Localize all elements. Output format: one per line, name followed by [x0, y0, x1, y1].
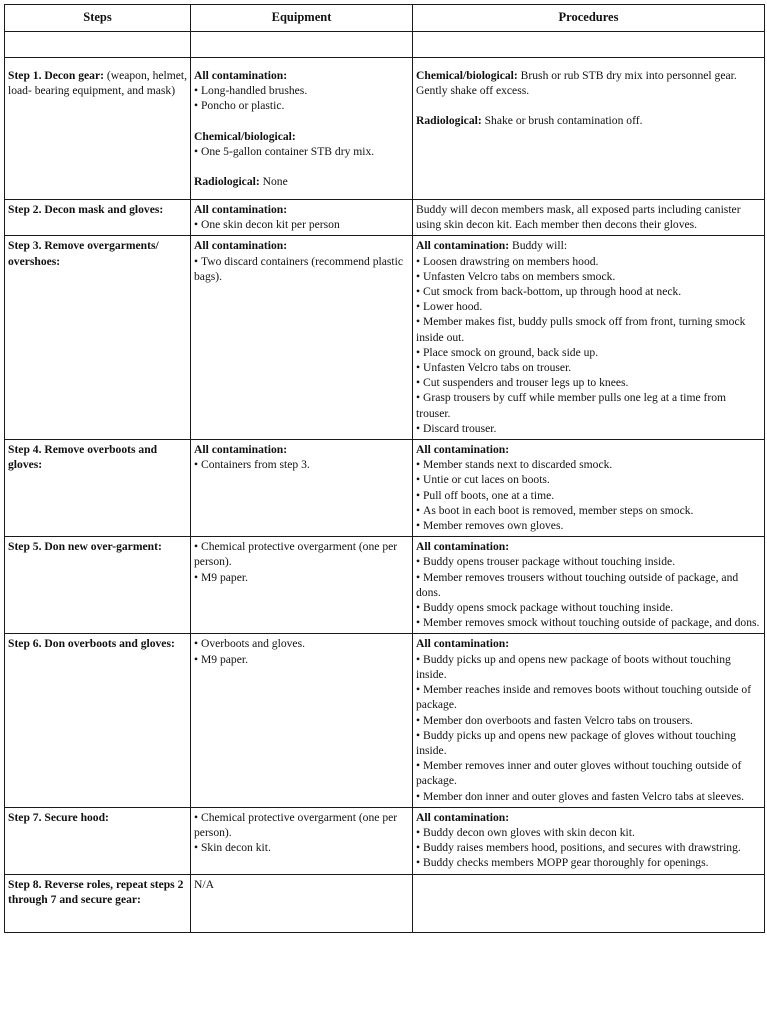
procedure-item: • Buddy opens trouser package without touching inside.	[416, 554, 761, 569]
procedure-item: • Discard trouser.	[416, 421, 761, 436]
equipment-label: Radiological:	[194, 175, 260, 189]
procedure-item: • Member removes trousers without touching outside of package, and dons.	[416, 570, 761, 600]
table-row	[5, 807, 765, 874]
equipment-item: • M9 paper.	[194, 570, 409, 585]
procedure-item: • Unfasten Velcro tabs on trouser.	[416, 360, 761, 375]
procedures-label-rest: Buddy will:	[509, 239, 568, 253]
step-title: Step 5. Don new over-garment:	[8, 540, 162, 554]
header-row	[5, 5, 765, 32]
procedures-cell	[413, 440, 765, 537]
equipment-item: • Skin decon kit.	[194, 840, 409, 855]
procedures-text: Brush or rub STB dry mix into personnel gear. Gently shake off excess.	[416, 69, 737, 98]
step-cell	[5, 200, 191, 236]
spacer-row	[5, 32, 765, 58]
step-title: Step 7. Secure hood:	[8, 810, 109, 824]
table-row	[5, 440, 765, 537]
step-title: Step 6. Don overboots and gloves:	[8, 637, 175, 651]
procedure-item: • Grasp trousers by cuff while member pulls one leg at a time from trouser.	[416, 390, 761, 420]
procedures-cell	[413, 236, 765, 440]
procedures-label: All contamination:	[416, 810, 510, 824]
equipment-label: All contamination:	[194, 203, 288, 216]
procedure-item: • Buddy decon own gloves with skin decon kit.	[416, 825, 761, 840]
equipment-label: Chemical/biological:	[194, 129, 296, 143]
header-steps: Steps	[5, 5, 191, 32]
step-title: Step 2. Decon mask and gloves:	[8, 203, 164, 216]
procedure-item: • Cut smock from back-bottom, up through hood at neck.	[416, 284, 761, 299]
procedures-cell	[413, 58, 765, 200]
procedures-cell	[413, 634, 765, 807]
procedure-item: • Member reaches inside and removes boots without touching outside of package.	[416, 682, 761, 712]
procedure-item: • Cut suspenders and trouser legs up to knees.	[416, 375, 761, 390]
procedure-item: • Lower hood.	[416, 299, 761, 314]
table-row	[5, 537, 765, 634]
procedure-item: • Member stands next to discarded smock.	[416, 457, 761, 472]
procedures-label: Radiological:	[416, 114, 482, 128]
procedures-label: All contamination:	[416, 637, 510, 651]
equipment-item: • Poncho or plastic.	[194, 98, 409, 113]
equipment-label: All contamination:	[194, 69, 288, 82]
table-row	[5, 236, 765, 440]
equipment-cell	[191, 440, 413, 537]
equipment-item: • One 5-gallon container STB dry mix.	[194, 144, 409, 159]
equipment-cell	[191, 236, 413, 440]
step-title: Step 1. Decon gear:	[8, 69, 104, 82]
procedure-item: • Member removes smock without touching outside of package, and dons.	[416, 615, 761, 630]
procedure-item: • Loosen drawstring on members hood.	[416, 254, 761, 269]
equipment-item: • Chemical protective overgarment (one per person).	[194, 539, 409, 569]
step-cell	[5, 58, 191, 200]
equipment-cell	[191, 634, 413, 807]
equipment-label: All contamination:	[194, 443, 288, 457]
procedures-label: Chemical/biological:	[416, 69, 518, 82]
procedure-item: • Buddy raises members hood, positions, and secures with drawstring.	[416, 840, 761, 855]
procedure-item: • Buddy picks up and opens new package of boots without touching inside.	[416, 652, 761, 682]
step-title: Step 4. Remove overboots and gloves:	[8, 443, 158, 472]
equipment-item: • Containers from step 3.	[194, 457, 409, 472]
procedure-item: • Member don inner and outer gloves and fasten Velcro tabs at sleeves.	[416, 789, 761, 804]
procedure-item: • Member removes own gloves.	[416, 518, 761, 533]
step-cell	[5, 807, 191, 874]
equipment-cell	[191, 874, 413, 932]
equipment-cell	[191, 200, 413, 236]
procedures-cell	[413, 807, 765, 874]
procedure-item: • Untie or cut laces on boots.	[416, 472, 761, 487]
procedure-item: • Buddy picks up and opens new package of gloves without touching inside.	[416, 728, 761, 758]
table-row	[5, 58, 765, 200]
procedures-cell	[413, 537, 765, 634]
step-title: Step 3. Remove overgarments/ overshoes:	[8, 239, 159, 268]
table-row	[5, 200, 765, 236]
equipment-label: All contamination:	[194, 239, 288, 253]
equipment-item: • Two discard containers (recommend plastic bags).	[194, 254, 409, 284]
step-cell	[5, 236, 191, 440]
equipment-cell	[191, 537, 413, 634]
equipment-item: • Chemical protective overgarment (one per person).	[194, 810, 409, 840]
procedure-item: • Member don overboots and fasten Velcro tabs on trousers.	[416, 713, 761, 728]
table-row	[5, 874, 765, 932]
equipment-text: None	[259, 175, 288, 189]
procedure-item: • Buddy checks members MOPP gear thoroughly for openings.	[416, 855, 761, 870]
procedures-label: All contamination:	[416, 239, 510, 253]
step-cell	[5, 634, 191, 807]
step-title: Step 8. Reverse roles, repeat steps 2 through 7 and secure gear:	[8, 877, 184, 906]
header-equipment: Equipment	[191, 5, 413, 32]
equipment-cell	[191, 58, 413, 200]
table-row	[5, 634, 765, 807]
procedures-cell	[413, 874, 765, 932]
header-procedures: Procedures	[413, 5, 765, 32]
step-cell	[5, 440, 191, 537]
step-cell	[5, 537, 191, 634]
procedure-item: • Unfasten Velcro tabs on members smock.	[416, 269, 761, 284]
procedure-item: • Member makes fist, buddy pulls smock off from front, turning smock inside out.	[416, 314, 761, 344]
procedure-item: • Place smock on ground, back side up.	[416, 345, 761, 360]
equipment-item: • One skin decon kit per person	[194, 217, 409, 232]
procedure-item: • Pull off boots, one at a time.	[416, 488, 761, 503]
equipment-cell	[191, 807, 413, 874]
procedure-item: • Buddy opens smock package without touching inside.	[416, 600, 761, 615]
equipment-item: • Long-handled brushes.	[194, 83, 409, 98]
procedure-item: • Member removes inner and outer gloves without touching outside of package.	[416, 758, 761, 788]
step-cell	[5, 874, 191, 932]
decon-procedure-table	[4, 4, 765, 933]
procedures-cell	[413, 200, 765, 236]
procedures-label: All contamination:	[416, 443, 510, 457]
equipment-text: N/A	[194, 877, 214, 891]
procedures-text: Buddy will decon members mask, all exposed parts including canister using skin decon kit. Each member then decons their gloves.	[416, 203, 741, 232]
step-detail: (weapon, helmet, load- bearing equipment, and mask)	[8, 69, 188, 98]
equipment-item: • Overboots and gloves.	[194, 636, 409, 651]
procedures-text: Shake or brush contamination off.	[481, 114, 643, 128]
procedure-item: • As boot in each boot is removed, member steps on smock.	[416, 503, 761, 518]
equipment-item: • M9 paper.	[194, 652, 409, 667]
procedures-label: All contamination:	[416, 540, 510, 554]
